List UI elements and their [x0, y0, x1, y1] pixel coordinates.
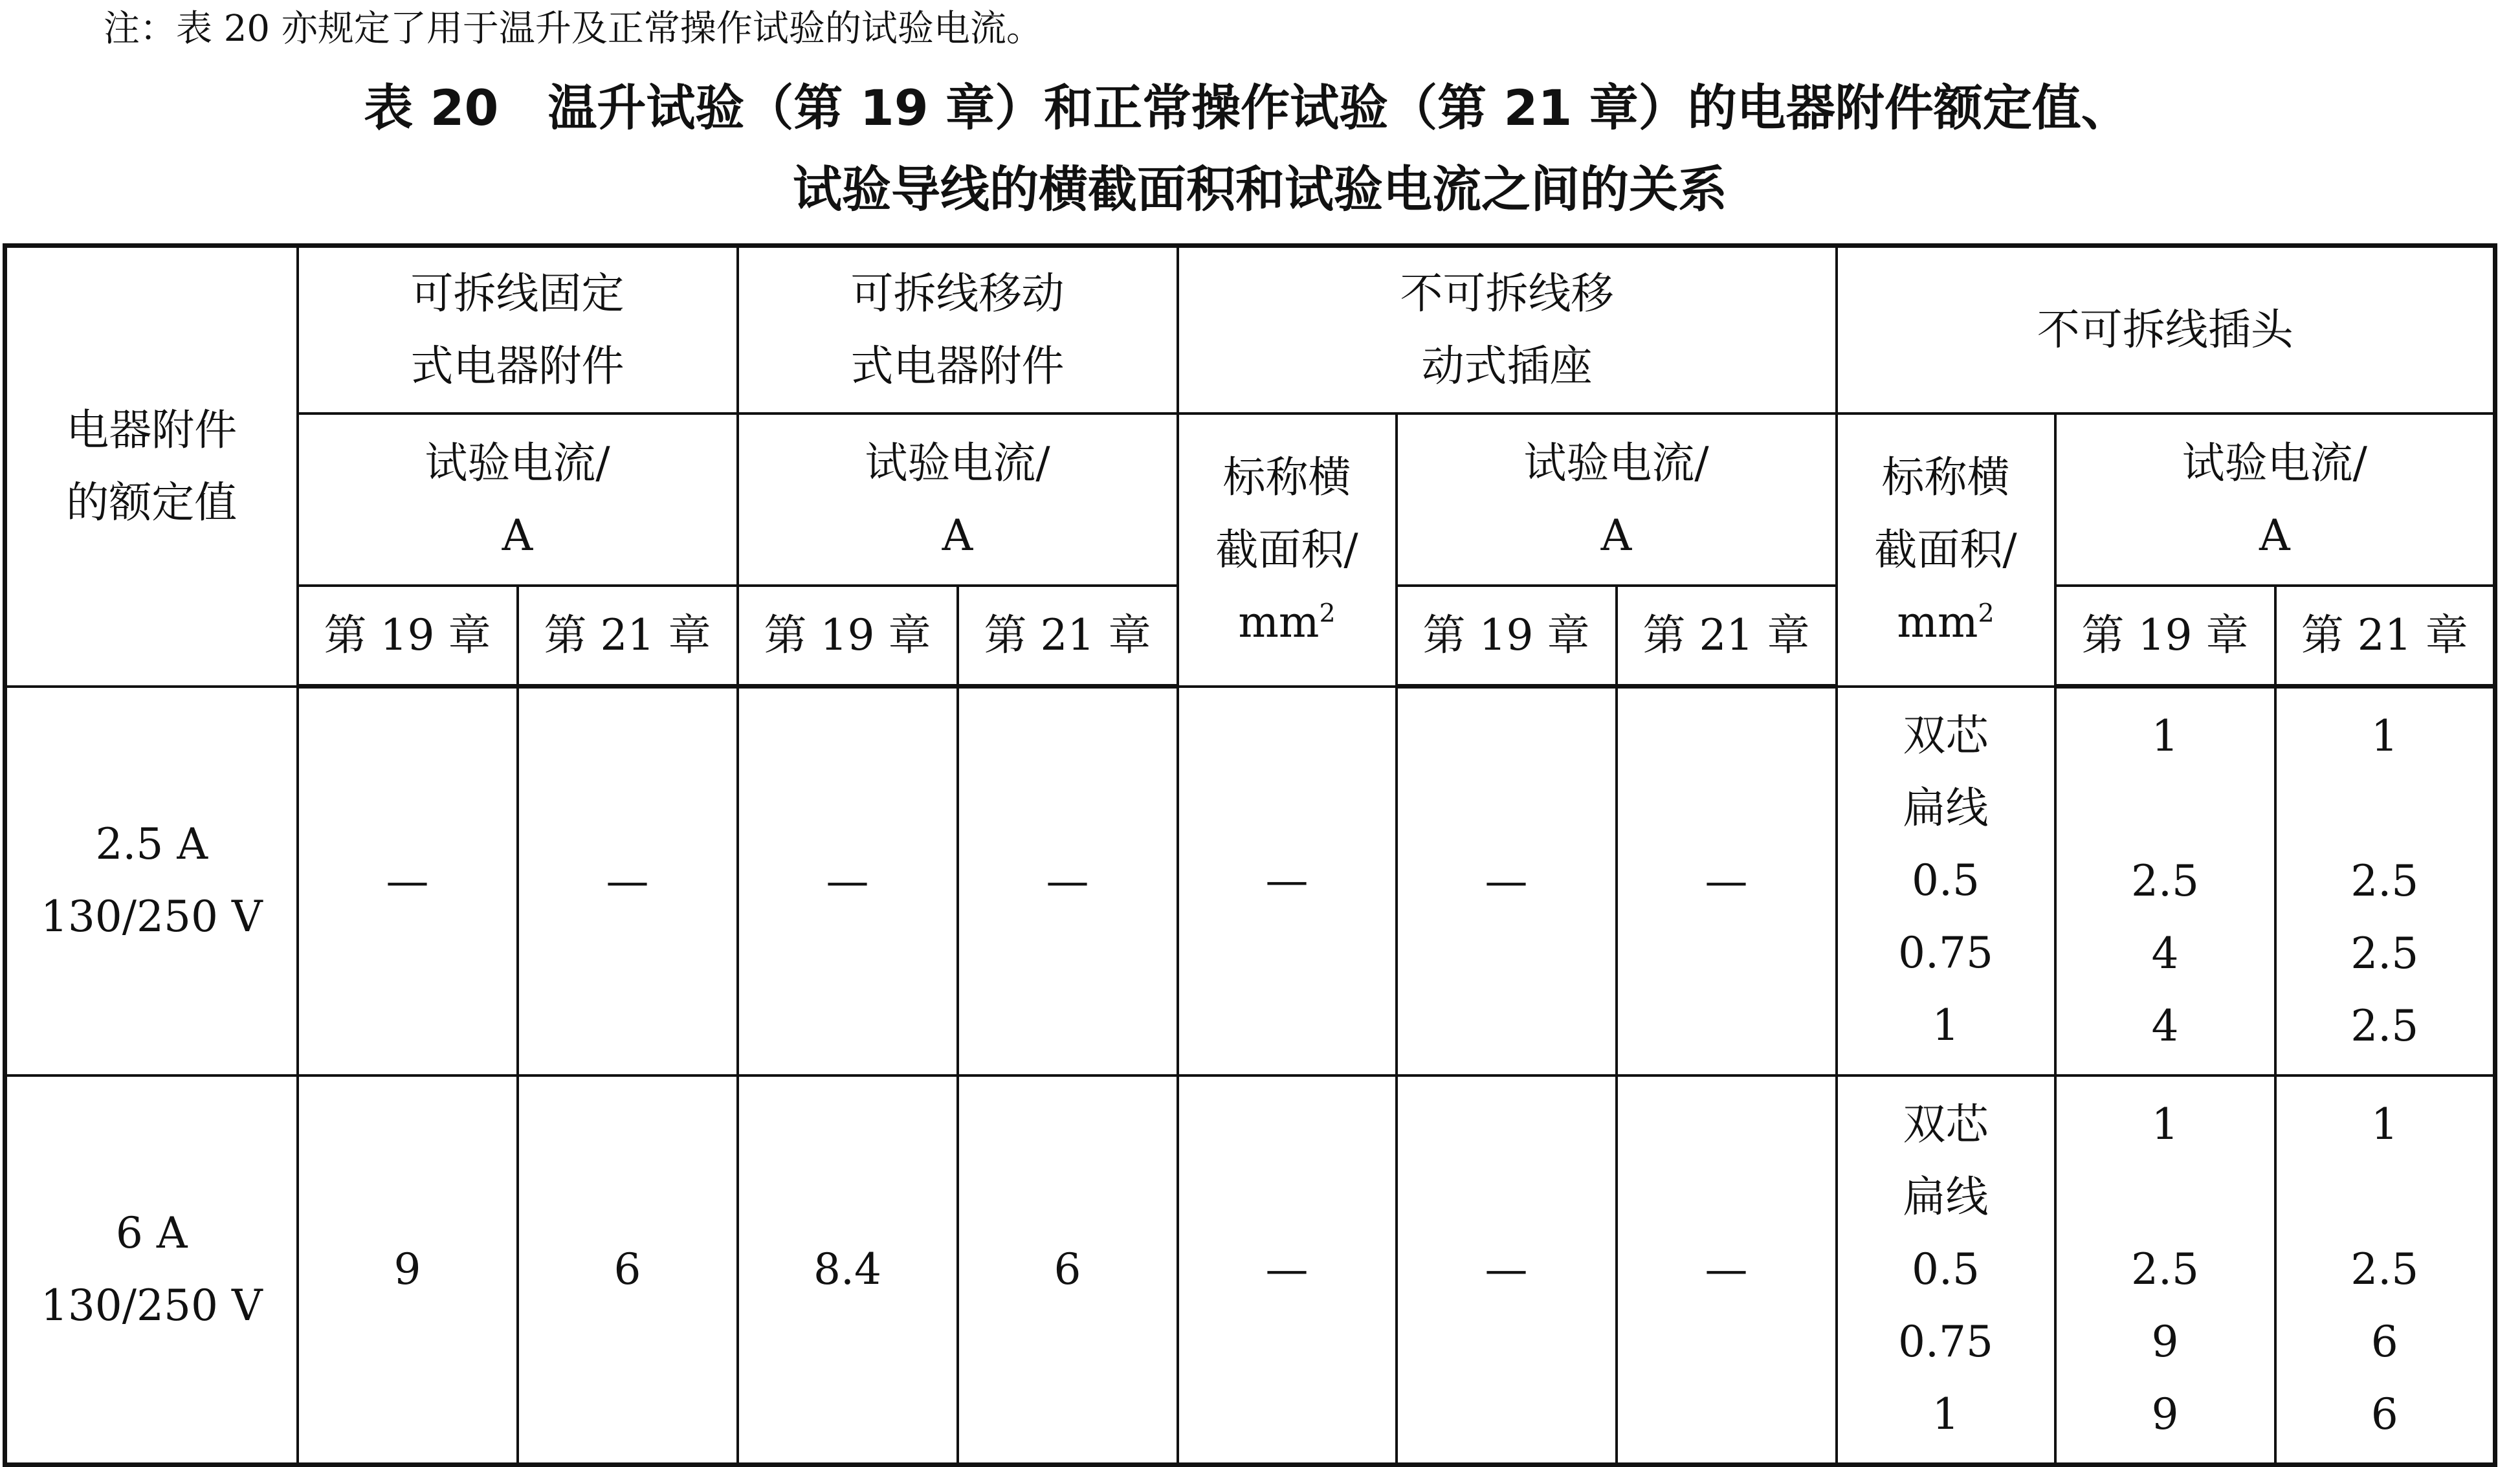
- header-row-1: [5, 246, 2495, 414]
- header-chapter-21: 第 21 章: [1617, 586, 1837, 687]
- header-fixed-accessory: 可拆线固定 式电器附件: [298, 246, 738, 414]
- socket-ch21-cell: —: [1617, 1075, 1837, 1465]
- socket-ch19-cell: —: [1397, 687, 1617, 1076]
- portable-ch21-cell: —: [958, 687, 1178, 1076]
- portable-ch19-cell: 8.4: [738, 1075, 958, 1465]
- portable-ch19-cell: —: [738, 687, 958, 1076]
- fixed-ch19-cell: 9: [298, 1075, 518, 1465]
- socket-ch19-cell: —: [1397, 1075, 1617, 1465]
- header-chapter-21: 第 21 章: [2275, 586, 2495, 687]
- header-nonrewirable-socket: 不可拆线移 动式插座: [1178, 246, 1837, 414]
- table-note: 注：表 20 亦规定了用于温升及正常操作试验的试验电流。: [104, 8, 1043, 50]
- header-test-current: 试验电流/ A: [2055, 414, 2495, 586]
- table-row: [5, 1075, 2495, 1465]
- table-row: [5, 687, 2495, 1076]
- header-row-2: [5, 414, 2495, 586]
- header-chapter-19: 第 19 章: [738, 586, 958, 687]
- plug-ch21-cell: 1 2.5 2.5 2.5: [2275, 687, 2495, 1076]
- plug-ch21-cell: 1 2.5 6 6: [2275, 1075, 2495, 1465]
- portable-ch21-cell: 6: [958, 1075, 1178, 1465]
- table-title-line-1: 表 20 温升试验（第 19 章）和正常操作试验（第 21 章）的电器附件额定值、: [364, 79, 2130, 137]
- header-chapter-21: 第 21 章: [958, 586, 1178, 687]
- rating-cell: 2.5 A 130/250 V: [5, 687, 298, 1076]
- plug-cross-section-cell: 双芯 扁线 0.5 0.75 1: [1837, 687, 2055, 1076]
- rating-current-table: [3, 243, 2497, 1467]
- header-cross-section: 标称横 截面积/ $mm^2$: [1837, 414, 2055, 687]
- socket-ch21-cell: —: [1617, 687, 1837, 1076]
- header-rating: 电器附件 的额定值: [5, 246, 298, 687]
- header-test-current: 试验电流/ A: [1397, 414, 1837, 586]
- socket-cross-section-cell: —: [1178, 1075, 1397, 1465]
- header-nonrewirable-plug: 不可拆线插头: [1837, 246, 2495, 414]
- header-test-current: 试验电流/ A: [738, 414, 1178, 586]
- header-portable-accessory: 可拆线移动 式电器附件: [738, 246, 1178, 414]
- plug-cross-section-cell: 双芯 扁线 0.5 0.75 1: [1837, 1075, 2055, 1465]
- header-chapter-21: 第 21 章: [518, 586, 738, 687]
- socket-cross-section-cell: —: [1178, 687, 1397, 1076]
- header-cross-section: 标称横 截面积/ $mm^2$: [1178, 414, 1397, 687]
- plug-ch19-cell: 1 2.5 4 4: [2055, 687, 2275, 1076]
- header-test-current: 试验电流/ A: [298, 414, 738, 586]
- header-chapter-19: 第 19 章: [2055, 586, 2275, 687]
- fixed-ch19-cell: —: [298, 687, 518, 1076]
- fixed-ch21-cell: 6: [518, 1075, 738, 1465]
- header-chapter-19: 第 19 章: [1397, 586, 1617, 687]
- header-chapter-19: 第 19 章: [298, 586, 518, 687]
- plug-ch19-cell: 1 2.5 9 9: [2055, 1075, 2275, 1465]
- rating-cell: 6 A 130/250 V: [5, 1075, 298, 1465]
- table-title-line-2: 试验导线的横截面积和试验电流之间的关系: [793, 160, 1727, 218]
- fixed-ch21-cell: —: [518, 687, 738, 1076]
